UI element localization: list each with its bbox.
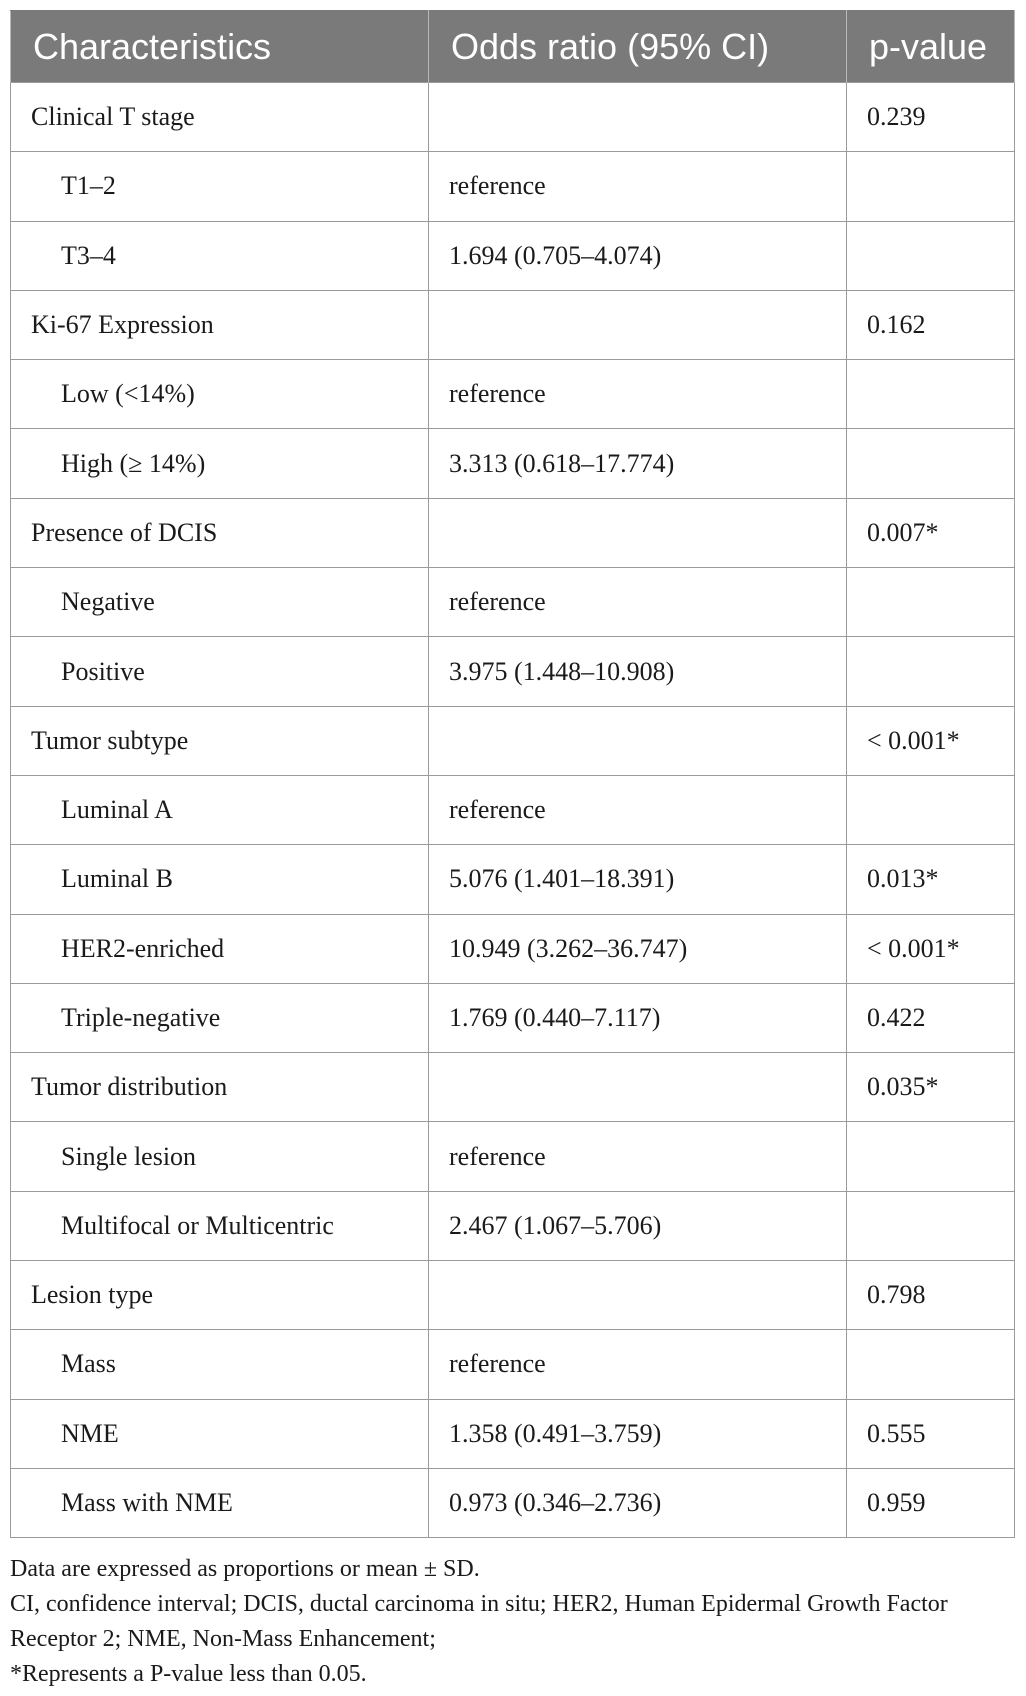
table-row <box>11 1468 1015 1537</box>
table-row <box>11 360 1015 429</box>
p-value-cell <box>847 221 1015 290</box>
characteristic-cell: Low (<14%) <box>11 360 429 429</box>
table-footnotes <box>10 1552 1020 1692</box>
p-value-cell: < 0.001* <box>847 914 1015 983</box>
characteristic-cell: T1–2 <box>11 152 429 221</box>
characteristic-cell: Lesion type <box>11 1261 429 1330</box>
odds-ratio-cell <box>429 498 847 567</box>
characteristic-cell: High (≥ 14%) <box>11 429 429 498</box>
characteristic-cell: HER2-enriched <box>11 914 429 983</box>
odds-ratio-cell: 10.949 (3.262–36.747) <box>429 914 847 983</box>
p-value-cell: 0.959 <box>847 1468 1015 1537</box>
table-row <box>11 290 1015 359</box>
p-value-cell: 0.007* <box>847 498 1015 567</box>
table-row <box>11 221 1015 290</box>
p-value-cell: 0.035* <box>847 1053 1015 1122</box>
odds-ratio-cell: reference <box>429 568 847 637</box>
table-row <box>11 1261 1015 1330</box>
p-value-cell <box>847 637 1015 706</box>
characteristic-cell: Luminal B <box>11 845 429 914</box>
characteristic-cell: Triple-negative <box>11 983 429 1052</box>
table-row <box>11 83 1015 152</box>
characteristic-cell: Tumor subtype <box>11 706 429 775</box>
header-p-value: p-value <box>847 11 1015 83</box>
table-row <box>11 914 1015 983</box>
odds-ratio-cell: 2.467 (1.067–5.706) <box>429 1191 847 1260</box>
table-header-row <box>11 11 1015 83</box>
table-body <box>11 83 1015 1538</box>
table-row <box>11 1330 1015 1399</box>
characteristic-cell: Single lesion <box>11 1122 429 1191</box>
odds-ratio-cell: 1.358 (0.491–3.759) <box>429 1399 847 1468</box>
p-value-cell: 0.798 <box>847 1261 1015 1330</box>
table-row <box>11 498 1015 567</box>
odds-ratio-cell: 1.694 (0.705–4.074) <box>429 221 847 290</box>
p-value-cell: 0.422 <box>847 983 1015 1052</box>
odds-ratio-cell: reference <box>429 1122 847 1191</box>
odds-ratio-cell: 0.973 (0.346–2.736) <box>429 1468 847 1537</box>
table-row <box>11 1399 1015 1468</box>
table-row <box>11 429 1015 498</box>
table-row <box>11 568 1015 637</box>
p-value-cell <box>847 360 1015 429</box>
odds-ratio-cell: reference <box>429 1330 847 1399</box>
footnote-significance: *Represents a P-value less than 0.05. <box>10 1661 367 1688</box>
p-value-cell: 0.555 <box>847 1399 1015 1468</box>
header-odds-ratio: Odds ratio (95% CI) <box>429 11 847 83</box>
p-value-cell <box>847 775 1015 844</box>
odds-ratio-cell <box>429 290 847 359</box>
table-row <box>11 1122 1015 1191</box>
odds-ratio-cell: reference <box>429 152 847 221</box>
odds-ratio-cell <box>429 1261 847 1330</box>
odds-ratio-cell: reference <box>429 360 847 429</box>
odds-ratio-cell: 1.769 (0.440–7.117) <box>429 983 847 1052</box>
p-value-cell: < 0.001* <box>847 706 1015 775</box>
characteristic-cell: NME <box>11 1399 429 1468</box>
characteristic-cell: Clinical T stage <box>11 83 429 152</box>
odds-ratio-cell <box>429 706 847 775</box>
table-row <box>11 1053 1015 1122</box>
characteristic-cell: Negative <box>11 568 429 637</box>
p-value-cell <box>847 1330 1015 1399</box>
odds-ratio-cell <box>429 83 847 152</box>
odds-ratio-cell <box>429 1053 847 1122</box>
table-row <box>11 152 1015 221</box>
p-value-cell <box>847 568 1015 637</box>
characteristic-cell: Ki-67 Expression <box>11 290 429 359</box>
characteristic-cell: Mass with NME <box>11 1468 429 1537</box>
table-container <box>10 10 1014 1692</box>
table-row <box>11 775 1015 844</box>
characteristic-cell: T3–4 <box>11 221 429 290</box>
table-row <box>11 706 1015 775</box>
p-value-cell <box>847 152 1015 221</box>
odds-ratio-cell: 5.076 (1.401–18.391) <box>429 845 847 914</box>
odds-ratio-cell: 3.313 (0.618–17.774) <box>429 429 847 498</box>
characteristic-cell: Tumor distribution <box>11 1053 429 1122</box>
p-value-cell: 0.162 <box>847 290 1015 359</box>
p-value-cell <box>847 429 1015 498</box>
footnote-data-expression: Data are expressed as proportions or mean ± SD. <box>10 1556 480 1583</box>
table-row <box>11 983 1015 1052</box>
table-row <box>11 1191 1015 1260</box>
odds-ratio-cell: 3.975 (1.448–10.908) <box>429 637 847 706</box>
p-value-cell: 0.239 <box>847 83 1015 152</box>
footnote-abbreviations: CI, confidence interval; DCIS, ductal carcinoma in situ; HER2, Human Epidermal Growth Factor Receptor 2; NME, Non-Mass Enhancement; <box>10 1591 948 1653</box>
characteristic-cell: Luminal A <box>11 775 429 844</box>
characteristic-cell: Positive <box>11 637 429 706</box>
characteristic-cell: Multifocal or Multicentric <box>11 1191 429 1260</box>
header-characteristics: Characteristics <box>11 11 429 83</box>
table-row <box>11 845 1015 914</box>
table-row <box>11 637 1015 706</box>
p-value-cell: 0.013* <box>847 845 1015 914</box>
characteristic-cell: Mass <box>11 1330 429 1399</box>
p-value-cell <box>847 1122 1015 1191</box>
p-value-cell <box>847 1191 1015 1260</box>
characteristic-cell: Presence of DCIS <box>11 498 429 567</box>
odds-ratio-cell: reference <box>429 775 847 844</box>
odds-ratio-table <box>10 10 1015 1538</box>
